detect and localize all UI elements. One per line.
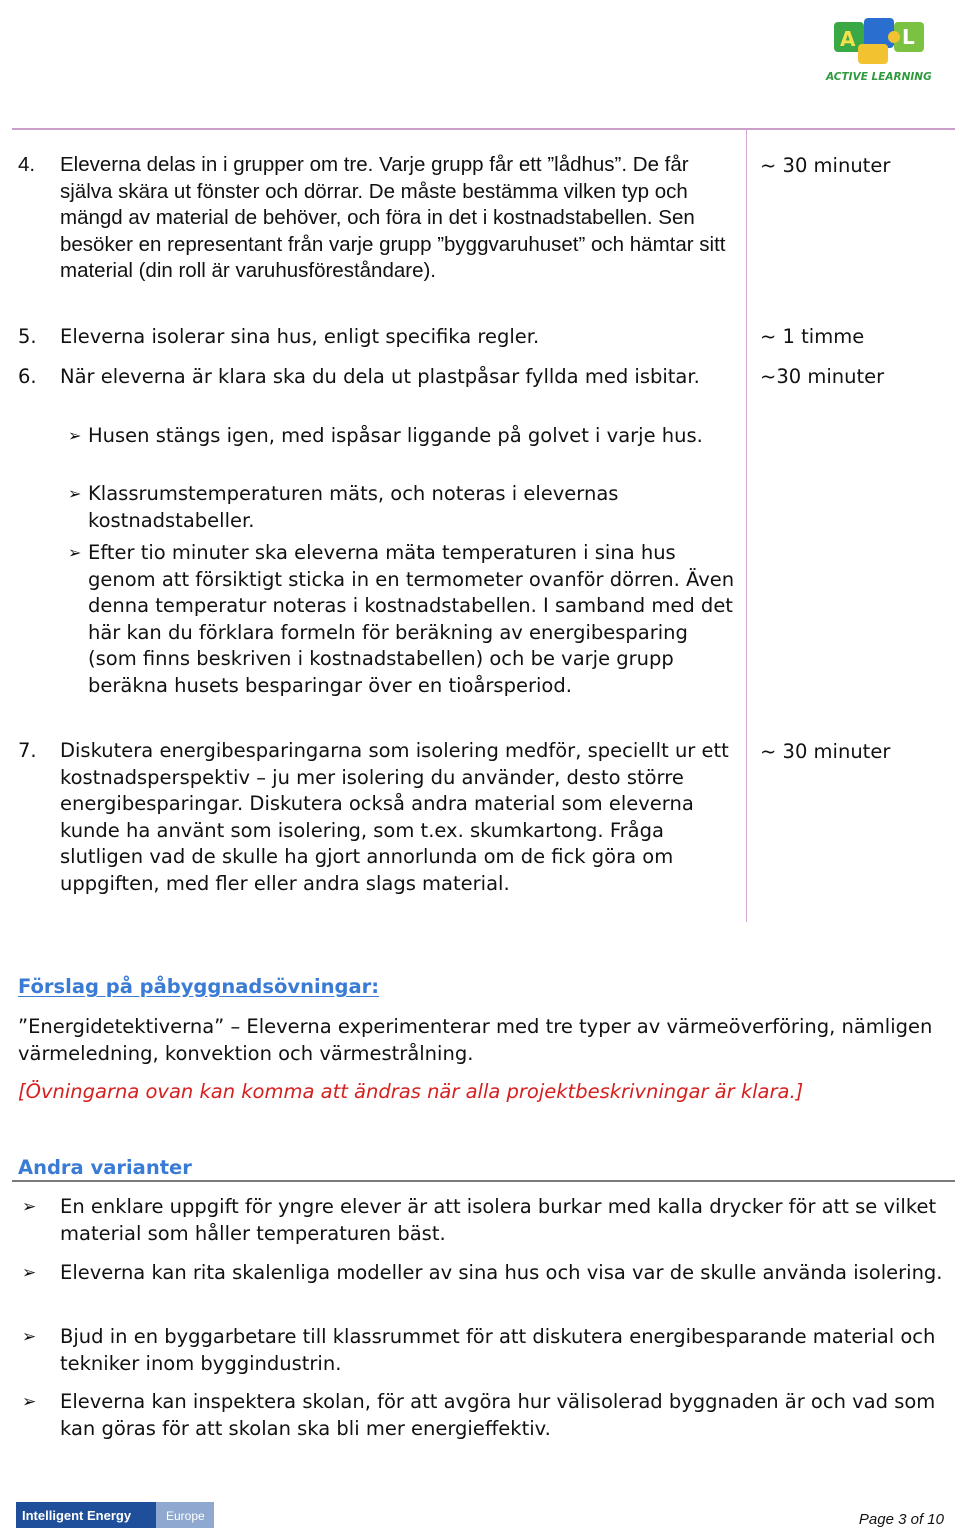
step-number: 6. (18, 365, 37, 388)
step-7-duration: ~ 30 minuter (760, 740, 891, 763)
step-7 (18, 738, 740, 897)
list-item: ➢ Bjud in en byggarbetare till klassrummet för att diskutera energibesparande material och tekniker inom byggindustrin. (22, 1325, 936, 1375)
step-6-subitem: ➢ Efter tio minuter ska eleverna mäta temperaturen i sina hus genom att försiktigt sticka in en termometer ovanför dörren. Även denna temperatur noteras i kostnadstabellen. I samband med det här kan du förklara formeln för beräkning av energibesparing (som finns beskriven i kostnadstabellen) och be varje grupp beräkna husets besparingar över en tioårsperiod. (68, 541, 735, 697)
step-5 (18, 324, 740, 351)
step-4-duration: ~ 30 minuter (760, 154, 891, 177)
svg-text:ACTIVE LEARNING: ACTIVE LEARNING (826, 71, 932, 83)
extensions-heading: Förslag på påbyggnadsövningar: (18, 975, 380, 998)
list-item: ➢ En enklare uppgift för yngre elever är att isolera burkar med kalla drycker för att se vilket material som håller temperaturen bäst. (22, 1195, 937, 1245)
svg-text:L: L (902, 25, 915, 49)
arrowhead-bullet-icon: ➢ (22, 1327, 37, 1347)
step-5-duration: ~ 1 timme (760, 325, 865, 348)
page-number: Page 3 of 10 (858, 1511, 944, 1528)
revision-note: [Övningarna ovan kan komma att ändras när alla projektbeskrivningar är klara.] (18, 1080, 804, 1103)
list-item: ➢ Eleverna kan inspektera skolan, för att avgöra hur välisolerad byggnaden är och vad som kan göras för att skolan ska bli mer energieffektiv. (22, 1390, 936, 1440)
step-text: När eleverna är klara ska du dela ut plastpåsar fyllda med isbitar. (60, 365, 700, 388)
arrowhead-bullet-icon: ➢ (68, 543, 82, 562)
arrowhead-bullet-icon: ➢ (22, 1392, 37, 1412)
arrowhead-bullet-icon: ➢ (22, 1197, 37, 1217)
list-item: ➢ Eleverna kan rita skalenliga modeller av sina hus och visa var de skulle använda isolering. (18, 1260, 948, 1287)
step-6-subitem: ➢ Klassrumstemperaturen mäts, och noteras i elevernas kostnadstabeller. (68, 482, 619, 532)
section-divider (12, 1180, 955, 1182)
step-6-duration: ~30 minuter (760, 365, 885, 388)
table-top-border (12, 128, 955, 130)
step-6 (18, 364, 740, 391)
extensions-text: ”Energidetektiverna” – Eleverna experimenterar med tre typer av värmeöverföring, nämligen värmeledning, konvektion och värmestrålning. (18, 1015, 933, 1065)
step-4 (18, 152, 740, 285)
step-number: 5. (18, 325, 37, 348)
svg-text:A: A (840, 27, 856, 51)
step-number: 4. (18, 153, 36, 176)
step-text: Eleverna isolerar sina hus, enligt specifika regler. (60, 325, 540, 348)
step-text: Diskutera energibesparingarna som isolering medför, speciellt ur ett kostnadsperspektiv – ju mer isolering du använder, desto större energibesparingar. Diskutera också andra material som eleverna kunde ha använt som isolering, som t.ex. skumkartong. Fråga slutligen vad de skulle ha gjort annorlunda om de fick göra om uppgiften, med fler eller andra slags material. (60, 739, 729, 895)
arrowhead-bullet-icon: ➢ (68, 426, 82, 445)
table-column-divider (746, 130, 747, 922)
step-6-subitem: ➢ Husen stängs igen, med ispåsar liggande på golvet i varje hus. (68, 423, 740, 450)
arrowhead-bullet-icon: ➢ (68, 484, 82, 503)
intelligent-energy-logo (16, 1502, 214, 1528)
step-text: Eleverna delas in i grupper om tre. Varje grupp får ett ”lådhus”. De får själva skära ut fönster och dörrar. De måste bestämma vilken typ och mängd av material de behöver, och föra in det i kostnadstabellen. Sen besöker en representant från varje grupp ”byggvaruhuset” och hämtar sitt material (din roll är varuhusföreståndare). (60, 153, 726, 282)
svg-text:Intelligent Energy: Intelligent Energy (22, 1508, 132, 1523)
variants-heading: Andra varianter (18, 1156, 192, 1179)
step-number: 7. (18, 739, 37, 762)
active-learning-logo (818, 8, 942, 86)
arrowhead-bullet-icon: ➢ (22, 1263, 37, 1283)
svg-text:Europe: Europe (166, 1509, 205, 1523)
